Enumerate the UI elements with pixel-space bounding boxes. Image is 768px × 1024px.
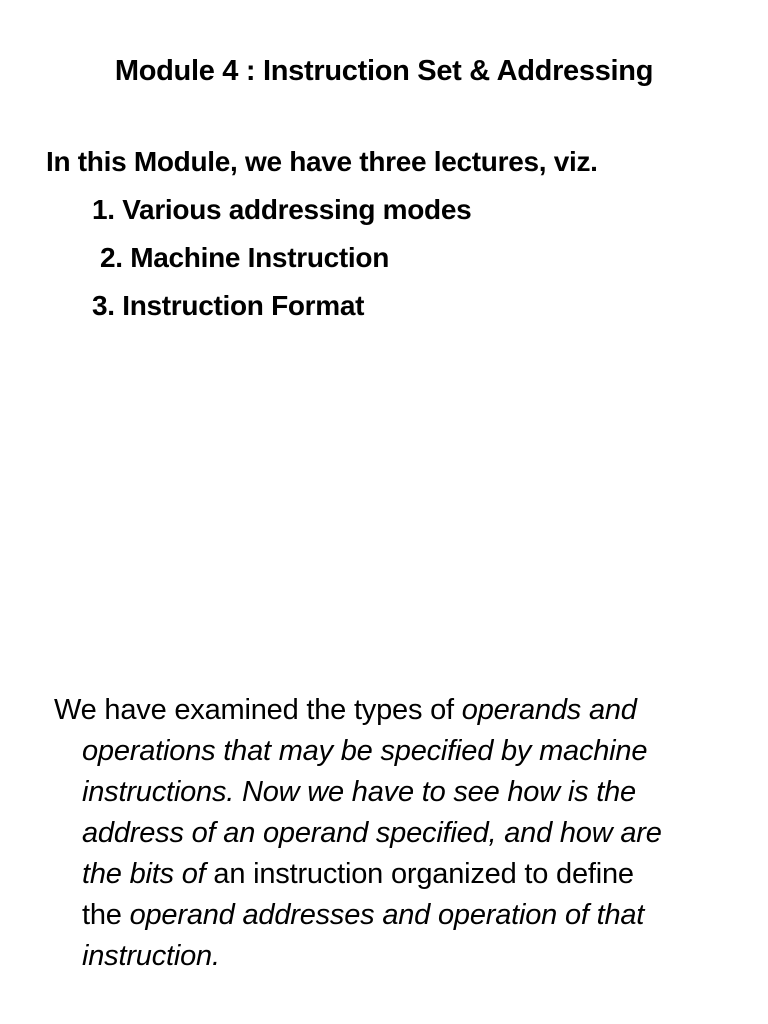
paragraph-line [54,772,734,813]
paragraph-segment-italic: operands and [461,694,637,726]
slide-title: Module 4 : Instruction Set & Addressing [114,55,654,88]
paragraph-line [54,854,734,895]
body-paragraph [54,690,734,977]
paragraph-segment-italic: address of an operand specified, and how are [82,817,662,849]
paragraph-line [54,936,734,977]
paragraph-line [54,690,734,731]
lecture-item-machine-instruction: 2. Machine Instruction [100,242,389,273]
paragraph-segment-italic: instructions. Now we have to see how is the [82,776,636,808]
paragraph-line [54,895,734,936]
lecture-item-addressing-modes: 1. Various addressing modes [92,194,472,225]
paragraph-segment-italic: instruction. [82,940,220,972]
paragraph-segment: the [82,899,130,931]
paragraph-segment-italic: the bits of [82,858,206,890]
paragraph-segment: an instruction organized to define [205,858,634,890]
paragraph-segment-italic: operations that may be specified by machine [82,735,648,767]
lecture-item-instruction-format: 3. Instruction Format [92,290,365,321]
paragraph-line [54,731,734,772]
paragraph-line [54,813,734,854]
paragraph-segment: We have examined the types of [54,694,462,726]
intro-text: In this Module, we have three lectures, viz. [46,146,598,177]
paragraph-segment-italic: operand addresses and operation of that [129,899,645,931]
